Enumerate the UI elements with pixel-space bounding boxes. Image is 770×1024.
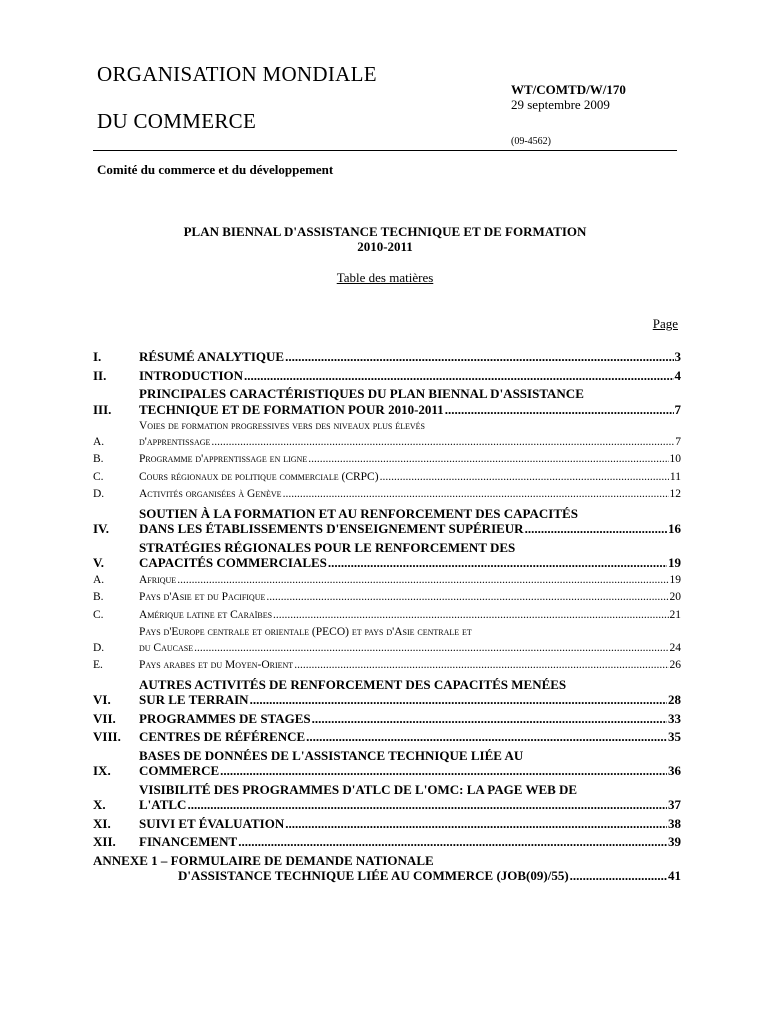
title-line2: 2010-2011 — [357, 239, 413, 254]
toc-entry-number: IX. — [93, 763, 111, 778]
toc-entry-number: C. — [93, 608, 104, 621]
toc-entry-number: II. — [93, 367, 107, 383]
organization-name-line1: ORGANISATION MONDIALE — [97, 62, 377, 86]
toc-leader-dots — [308, 452, 668, 468]
toc-entry[interactable] — [93, 540, 681, 571]
toc-entry-page: 10 — [669, 453, 681, 465]
toc-entry[interactable] — [93, 834, 681, 850]
toc-leader-dots — [328, 555, 667, 571]
toc-entry-number: C. — [93, 470, 104, 483]
toc-entry-number: XI. — [93, 815, 111, 831]
toc-annex-title-line1: ANNEXE 1 – FORMULAIRE DE DEMANDE NATIONALE — [93, 852, 434, 868]
toc-entry-number: D. — [93, 641, 105, 654]
toc-entry-page: 20 — [669, 591, 681, 603]
toc-entry-title: L'ATLC — [139, 797, 187, 812]
toc-entry[interactable] — [93, 452, 681, 468]
toc-entry-page: 33 — [668, 710, 681, 726]
toc-entry-number: B. — [93, 591, 104, 603]
toc-entry-page: 38 — [668, 815, 681, 831]
toc-entry-title: SUR LE TERRAIN — [139, 692, 249, 707]
toc-leader-dots — [211, 435, 674, 451]
toc-entry[interactable] — [93, 625, 681, 656]
toc-entry-page: 39 — [668, 834, 681, 849]
toc-entry-title: INTRODUCTION — [139, 367, 244, 383]
toc-entry-number: V. — [93, 555, 104, 570]
toc-entry[interactable] — [93, 573, 681, 589]
toc-entry-title: DANS LES ÉTABLISSEMENTS D'ENSEIGNEMENT SUPÉRIEUR — [139, 521, 524, 536]
toc-entry-title-line1: Pays d'Europe centrale et orientale (PECO) et pays d'Asie centrale et — [139, 626, 472, 638]
toc-leader-dots — [238, 834, 667, 850]
toc-entry-number: A. — [93, 573, 105, 586]
toc-entry-number: X. — [93, 797, 106, 812]
toc-entry-number: VIII. — [93, 729, 121, 744]
toc-entry-number: I. — [93, 349, 102, 364]
toc-entry-page: 16 — [668, 521, 681, 536]
toc-entry[interactable] — [93, 816, 681, 832]
toc-entry-page: 3 — [674, 349, 681, 364]
toc-entry[interactable] — [93, 608, 681, 624]
organization-name-line2: DU COMMERCE — [97, 109, 257, 133]
toc-entry-page: 11 — [669, 470, 681, 483]
toc-leader-dots — [306, 729, 667, 745]
toc-entry-page: 12 — [669, 488, 681, 500]
toc-leader-dots — [266, 590, 668, 606]
toc-entry[interactable] — [93, 711, 681, 727]
toc-entry-title: Activités organisées à Genève — [139, 488, 282, 500]
toc-entry[interactable] — [93, 748, 681, 779]
toc-entry-page: 37 — [668, 797, 681, 812]
toc-leader-dots — [177, 573, 668, 589]
toc-leader-dots — [294, 658, 668, 674]
toc-leader-dots — [250, 692, 667, 708]
toc-leader-dots — [273, 608, 668, 624]
toc-leader-dots — [194, 641, 668, 657]
toc-entry-page: 35 — [668, 729, 681, 744]
toc-entry-page: 28 — [668, 692, 681, 707]
toc-entry-title: Pays arabes et du Moyen-Orient — [139, 659, 294, 671]
toc-entry[interactable] — [93, 506, 681, 537]
toc-leader-dots — [187, 797, 667, 813]
toc-entry-title-line1: Voies de formation progressives vers des niveaux plus élevés — [139, 420, 425, 432]
toc-entry-title: PROGRAMMES DE STAGES — [139, 710, 311, 726]
toc-leader-dots — [570, 868, 667, 884]
toc-entry[interactable] — [93, 386, 681, 417]
toc-entry-title: FINANCEMENT — [139, 834, 238, 849]
toc-entry-page: 24 — [669, 641, 681, 654]
toc-entry-number: XII. — [93, 834, 116, 849]
toc-entry-number: E. — [93, 659, 103, 671]
table-of-contents — [93, 349, 681, 884]
toc-entry[interactable] — [93, 419, 681, 450]
toc-entry-title: Afrique — [139, 573, 177, 586]
toc-leader-dots — [220, 763, 667, 779]
toc-entry-title: Cours régionaux de politique commerciale (CRPC) — [139, 470, 379, 483]
toc-entry-title: d'apprentissage — [139, 435, 211, 448]
toc-leader-dots — [525, 521, 667, 537]
toc-heading: Table des matières — [336, 270, 434, 285]
toc-entry-page: 21 — [669, 608, 681, 621]
toc-entry-number: A. — [93, 435, 105, 448]
document-symbol: WT/COMTD/W/170 — [511, 82, 626, 97]
document-date: 29 septembre 2009 — [511, 97, 610, 112]
toc-leader-dots — [445, 402, 674, 418]
toc-entry-title: Amérique latine et Caraïbes — [139, 608, 273, 621]
toc-entry-number: III. — [93, 401, 112, 417]
toc-leader-dots — [283, 487, 669, 503]
toc-entry-page: 4 — [674, 367, 681, 383]
toc-entry-annex[interactable] — [93, 853, 681, 884]
toc-entry[interactable] — [93, 590, 681, 606]
toc-entry-page: 19 — [669, 573, 681, 586]
toc-entry-title: Pays d'Asie et du Pacifique — [139, 591, 266, 603]
toc-entry[interactable] — [93, 782, 681, 813]
toc-entry-title-line1: AUTRES ACTIVITÉS DE RENFORCEMENT DES CAPACITÉS MENÉES — [139, 676, 567, 692]
toc-entry-number: D. — [93, 488, 105, 500]
toc-entry-title: CAPACITÉS COMMERCIALES — [139, 555, 327, 570]
toc-entry-title: SUIVI ET ÉVALUATION — [139, 815, 285, 831]
toc-entry-title-line1: STRATÉGIES RÉGIONALES POUR LE RENFORCEMENT DES — [139, 539, 516, 555]
toc-entry-title: COMMERCE — [139, 763, 220, 778]
toc-entry-title-line1: VISIBILITÉ DES PROGRAMMES D'ATLC DE L'OMC: LA PAGE WEB DE — [139, 781, 578, 797]
toc-entry[interactable] — [93, 470, 681, 486]
toc-entry-title-line1: BASES DE DONNÉES DE L'ASSISTANCE TECHNIQUE LIÉE AU — [139, 747, 524, 763]
title-line1: PLAN BIENNAL D'ASSISTANCE TECHNIQUE ET DE FORMATION — [183, 224, 587, 239]
toc-entry-page: 7 — [674, 401, 681, 417]
toc-entry-page: 19 — [668, 555, 681, 570]
toc-entry-title-line1: SOUTIEN À LA FORMATION ET AU RENFORCEMENT DES CAPACITÉS — [139, 505, 578, 521]
document-title — [93, 224, 677, 254]
toc-entry-title: RÉSUMÉ ANALYTIQUE — [139, 349, 285, 364]
toc-entry[interactable] — [93, 677, 681, 708]
toc-entry-title: Programme d'apprentissage en ligne — [139, 453, 308, 465]
toc-entry[interactable] — [93, 658, 681, 674]
toc-entry-title: CENTRES DE RÉFÉRENCE — [139, 729, 306, 744]
header-rule — [93, 150, 677, 151]
toc-entry-number: VII. — [93, 710, 116, 726]
toc-entry-title-line1: PRINCIPALES CARACTÉRISTIQUES DU PLAN BIENNAL D'ASSISTANCE — [139, 386, 584, 401]
toc-leader-dots — [285, 816, 667, 832]
toc-entry-title: du Caucase — [139, 641, 194, 654]
toc-entry-title: TECHNIQUE ET DE FORMATION POUR 2010-2011 — [139, 401, 444, 417]
toc-entry[interactable] — [93, 349, 681, 365]
toc-entry-page: 36 — [668, 763, 681, 778]
document-reference: (09-4562) — [511, 136, 551, 147]
toc-leader-dots — [312, 711, 667, 727]
toc-entry[interactable] — [93, 368, 681, 384]
toc-annex-title: D'ASSISTANCE TECHNIQUE LIÉE AU COMMERCE (JOB(09)/55) — [178, 868, 569, 883]
toc-leader-dots — [380, 470, 669, 486]
toc-page-label: Page — [652, 316, 678, 331]
toc-annex-page: 41 — [668, 868, 681, 883]
toc-entry-page: 7 — [675, 435, 681, 448]
toc-entry[interactable] — [93, 729, 681, 745]
toc-leader-dots — [285, 349, 673, 365]
committee-name: Comité du commerce et du développement — [97, 162, 334, 177]
toc-entry-page: 26 — [669, 659, 681, 671]
toc-entry-number: VI. — [93, 692, 111, 707]
toc-entry[interactable] — [93, 487, 681, 503]
toc-entry-number: IV. — [93, 521, 110, 536]
toc-leader-dots — [244, 368, 673, 384]
toc-entry-number: B. — [93, 453, 104, 465]
